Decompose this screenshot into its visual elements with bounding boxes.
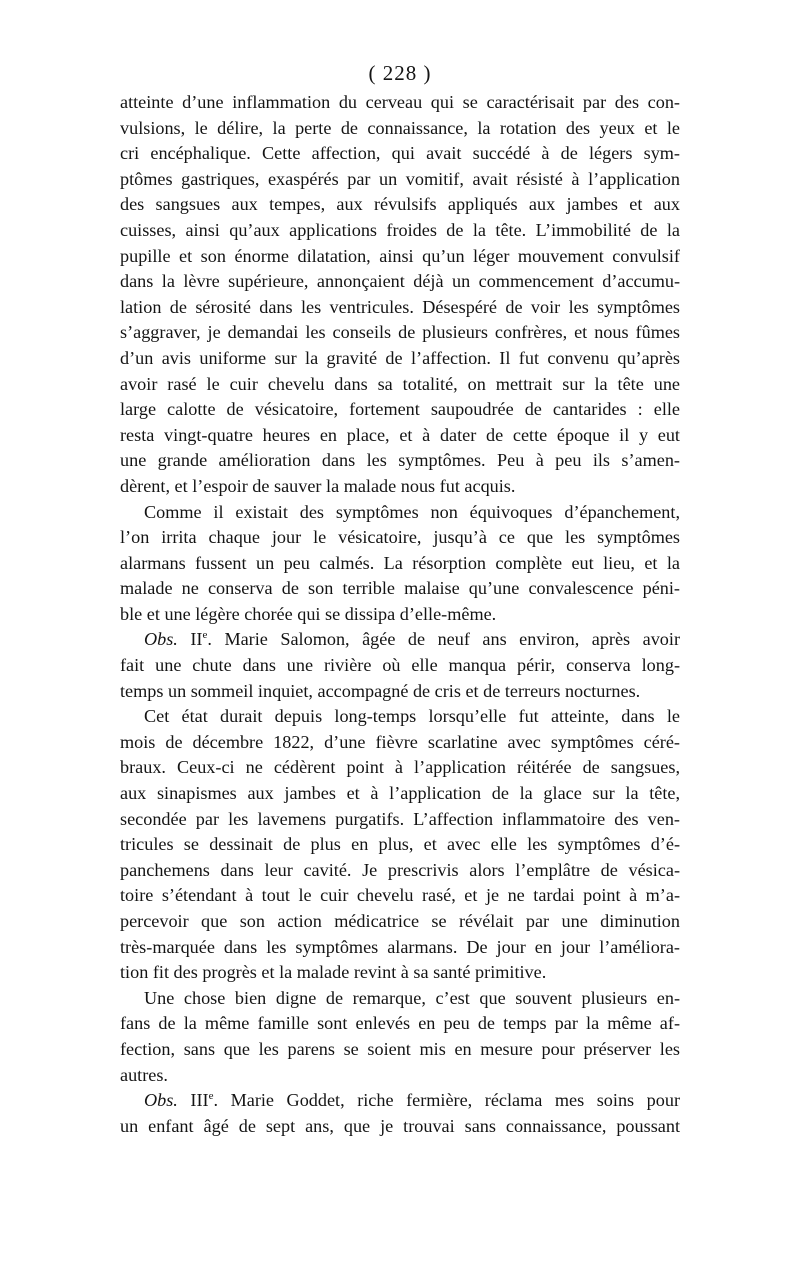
- text-line: temps un sommeil inquiet, accompagné de cris et de terreurs nocturnes.: [120, 680, 641, 701]
- paragraph: [120, 627, 680, 704]
- observation-first-line-text: . Marie Salomon, âgée de neuf ans environ, après avoir: [207, 629, 681, 650]
- text-line: mois de décembre 1822, d’une fièvre scarlatine avec symptômes céré-: [120, 731, 680, 752]
- text-line: large calotte de vésicatoire, fortement saupoudrée de cantarides : elle: [120, 399, 680, 420]
- page-number: ( 228 ): [368, 61, 432, 85]
- text-line: ptômes gastriques, exaspérés par un vomitif, avait résisté à l’application: [120, 168, 680, 189]
- paragraph: [120, 1088, 680, 1139]
- text-line: Cet état durait depuis long-temps lorsqu’elle fut atteinte, dans le: [144, 706, 680, 727]
- observation-superscript: e: [208, 1090, 214, 1103]
- text-line: des sangsues aux tempes, aux révulsifs appliqués aux jambes et aux: [120, 194, 680, 215]
- text-line: cuisses, ainsi qu’aux applications froides de la tête. L’immobilité de la: [120, 219, 680, 240]
- text-line: toire s’étendant à tout le cuir chevelu rasé, et je ne tardai point à m’a-: [120, 885, 680, 906]
- text-line: un enfant âgé de sept ans, que je trouvai sans connaissance, poussant: [120, 1115, 680, 1136]
- text-line: dans la lèvre supérieure, annonçaient déjà un commencement d’accumu-: [120, 271, 680, 292]
- text-line: l’on irrita chaque jour le vésicatoire, jusqu’à ce que les symptômes: [120, 527, 680, 548]
- text-line: resta vingt-quatre heures en place, et à dater de cette époque il y eut: [120, 424, 680, 445]
- observation-superscript: e: [202, 629, 208, 642]
- text-line: fans de la même famille sont enlevés en peu de temps par la même af-: [120, 1013, 680, 1034]
- observation-heading-line: [120, 1088, 680, 1114]
- text-line: Une chose bien digne de remarque, c’est que souvent plusieurs en-: [144, 987, 680, 1008]
- text-line: ble et une légère chorée qui se dissipa d’elle-même.: [120, 603, 497, 624]
- text-line: pupille et son énorme dilatation, ainsi qu’un léger mouvement convulsif: [120, 245, 680, 266]
- paragraph: [120, 500, 680, 628]
- text-line: une grande amélioration dans les symptômes. Peu à peu ils s’amen-: [120, 450, 680, 471]
- text-line: Comme il existait des symptômes non équivoques d’épanchement,: [144, 501, 680, 522]
- text-line: autres.: [120, 1064, 168, 1085]
- text-line: cri encéphalique. Cette affection, qui avait succédé à de légers sym-: [120, 143, 680, 164]
- text-line: très-marquée dans les symptômes alarmans. De jour en jour l’améliora-: [120, 936, 680, 957]
- text-line: malade ne conserva de son terrible malaise qu’une convalescence péni-: [120, 578, 680, 599]
- observation-heading-line: [120, 627, 680, 653]
- book-page: [120, 58, 680, 1139]
- text-line: d’un avis uniforme sur la gravité de l’affection. Il fut convenu qu’après: [120, 347, 680, 368]
- text-line: dèrent, et l’espoir de sauver la malade nous fut acquis.: [120, 475, 516, 496]
- observation-label: Obs.: [144, 1090, 178, 1111]
- text-line: percevoir que son action médicatrice se révélait par une diminution: [120, 911, 680, 931]
- paragraph: [120, 90, 680, 500]
- text-line: atteinte d’une inflammation du cerveau qui se caractérisait par des con-: [120, 92, 680, 112]
- text-line: tion fit des progrès et la malade revint à sa santé primitive.: [120, 962, 547, 983]
- text-line: fait une chute dans une rivière où elle manqua périr, conserva long-: [120, 655, 680, 676]
- paragraph: [120, 704, 680, 986]
- text-line: braux. Ceux-ci ne cédèrent point à l’application réitérée de sangsues,: [120, 757, 680, 778]
- text-line: vulsions, le délire, la perte de connaissance, la rotation des yeux et le: [120, 117, 680, 138]
- page-body-text: [120, 90, 680, 1139]
- text-line: secondée par les lavemens purgatifs. L’affection inflammatoire des ven-: [120, 808, 680, 829]
- observation-number: II: [190, 629, 203, 650]
- text-line: s’aggraver, je demandai les conseils de plusieurs confrères, et nous fûmes: [120, 322, 680, 343]
- observation-label: Obs.: [144, 629, 178, 650]
- text-line: alarmans fussent un peu calmés. La résorption complète eut lieu, et la: [120, 552, 680, 573]
- text-line: aux sinapismes aux jambes et à l’application de la glace sur la tête,: [120, 783, 680, 804]
- text-line: avoir rasé le cuir chevelu dans sa totalité, on mettrait sur la tête une: [120, 373, 680, 394]
- text-line: panchemens dans leur cavité. Je prescrivis alors l’emplâtre de vésica-: [120, 859, 680, 880]
- observation-number: III: [190, 1090, 209, 1111]
- text-line: fection, sans que les parens se soient mis en mesure pour préserver les: [120, 1038, 680, 1059]
- paragraph: [120, 986, 680, 1088]
- observation-first-line-text: . Marie Goddet, riche fermière, réclama mes soins pour: [213, 1090, 681, 1111]
- text-line: lation de sérosité dans les ventricules. Désespéré de voir les symptômes: [120, 296, 680, 317]
- text-line: tricules se dessinait de plus en plus, et avec elle les symptômes d’é-: [120, 834, 680, 855]
